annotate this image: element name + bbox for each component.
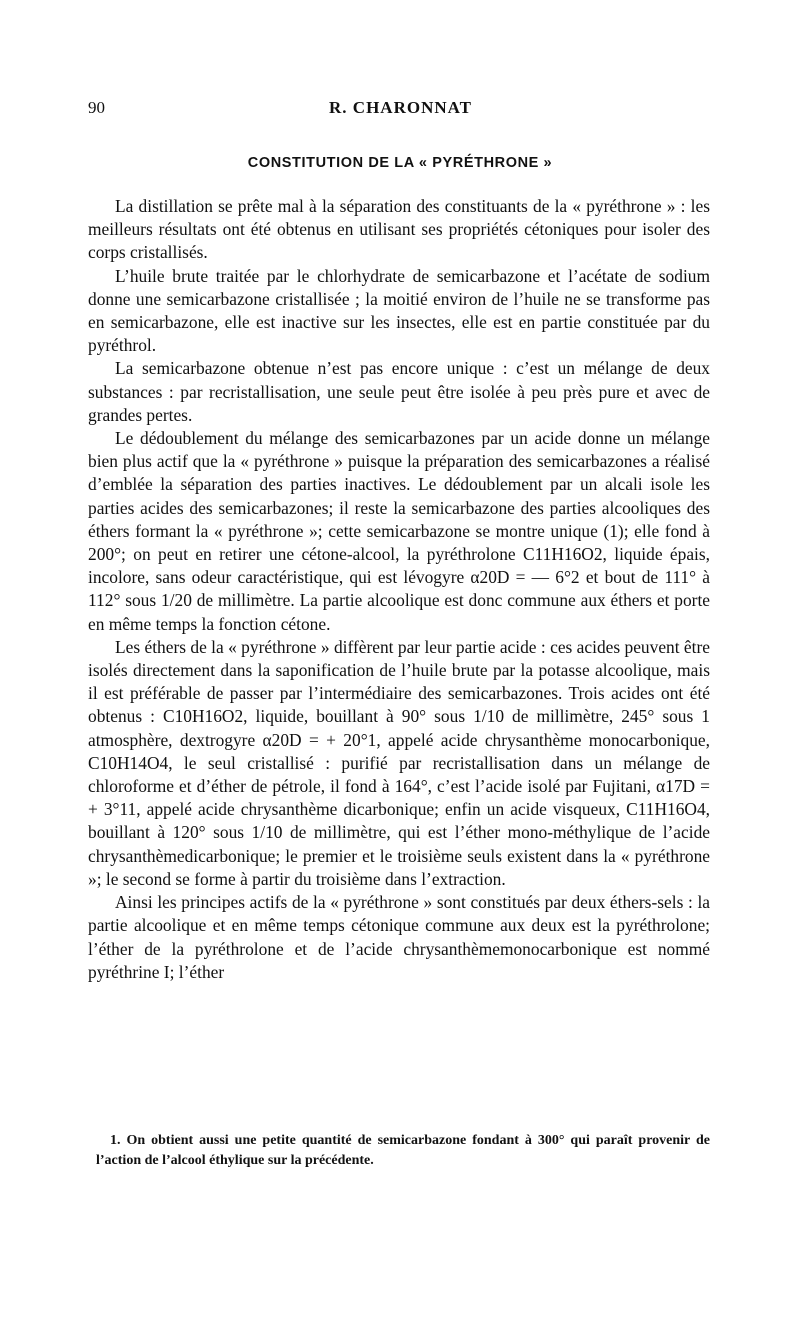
section-title: CONSTITUTION DE LA « PYRÉTHRONE » <box>247 155 553 171</box>
running-author: R. CHARONNAT <box>329 98 472 117</box>
paragraph: L’huile brute traitée par le chlorhydrate de semicarbazone et l’acétate de sodium donne une semicarbazone cristallisée ; la moitié environ de l’huile ne se transforme pas en semicarbazone, elle est inactive sur les insectes, elle est en partie constituée par du pyréthrol. <box>88 265 710 356</box>
page-number: 90 <box>88 98 105 117</box>
footnote: 1. On obtient aussi une petite quantité de semicarbazone fondant à 300° qui paraît provenir de l’action de l’alcool éthylique sur la précédente. <box>96 1133 710 1168</box>
paragraph: Le dédoublement du mélange des semicarbazones par un acide donne un mélange bien plus actif que la « pyréthrone » puisque la préparation des semicarbazones a réalisé d’emblée la séparation des parties inactives. Le dédoublement par un alcali isole les parties acides des semicarbazones; il reste la semicarbazone des parties alcooliques des éthers formant la « pyréthrone »; cette semicarbazone se montre unique (1); elle fond à 200°; on peut en retirer une cétone-alcool, la pyréthrolone C11H16O2, liquide épais, incolore, sans odeur caractéristique, qui est lévogyre α20D = — 6°2 et bout de 111° à 112° sous 1/20 de millimètre. La partie alcoolique est donc commune aux éthers et porte en même temps la fonction cétone. <box>88 428 710 634</box>
paragraph: La semicarbazone obtenue n’est pas encore unique : c’est un mélange de deux substances : par recristallisation, une seule peut être isolée à peu près pure et avec de grandes pertes. <box>88 358 710 425</box>
paragraph: Ainsi les principes actifs de la « pyréthrone » sont constitués par deux éthers-sels : la partie alcoolique et en même temps cétonique commune aux deux est la pyréthrolone; l’éther de la pyréthrolone et de l’acide chrysanthèmemonocarbonique est nommé pyréthrine I; l’éther <box>88 892 710 982</box>
paragraph: Les éthers de la « pyréthrone » diffèrent par leur partie acide : ces acides peuvent être isolés directement dans la saponification de l’huile brute par la potasse alcoolique, mais il est préférable de passer par l’intermédiaire des semicarbazones. Trois acides ont été obtenus : C10H16O2, liquide, bouillant à 90° sous 1/10 de millimètre, 245° sous 1 atmosphère, dextrogyre α20D = + 20°1, appelé acide chrysanthème monocarbonique, C10H14O4, le seul cristallisé : purifié par recristallisation dans un mélange de chloroforme et d’éther de pétrole, il fond à 164°, c’est l’acide isolé par Fujitani, α17D = + 3°11, appelé acide chrysanthème dicarbonique; enfin un acide visqueux, C11H16O4, bouillant à 120° sous 1/10 de millimètre, qui est l’éther mono-méthylique de l’acide chrysanthèmedicarbonique; le premier et le troisième seuls existent dans la « pyréthrone »; le second se forme à partir du troisième dans l’extraction. <box>88 636 710 889</box>
body-text <box>88 195 710 984</box>
paragraph: La distillation se prête mal à la séparation des constituants de la « pyréthrone » : les meilleurs résultats ont été obtenus en utilisant ses propriétés cétoniques pour isoler des corps cristallisés. <box>88 196 710 263</box>
